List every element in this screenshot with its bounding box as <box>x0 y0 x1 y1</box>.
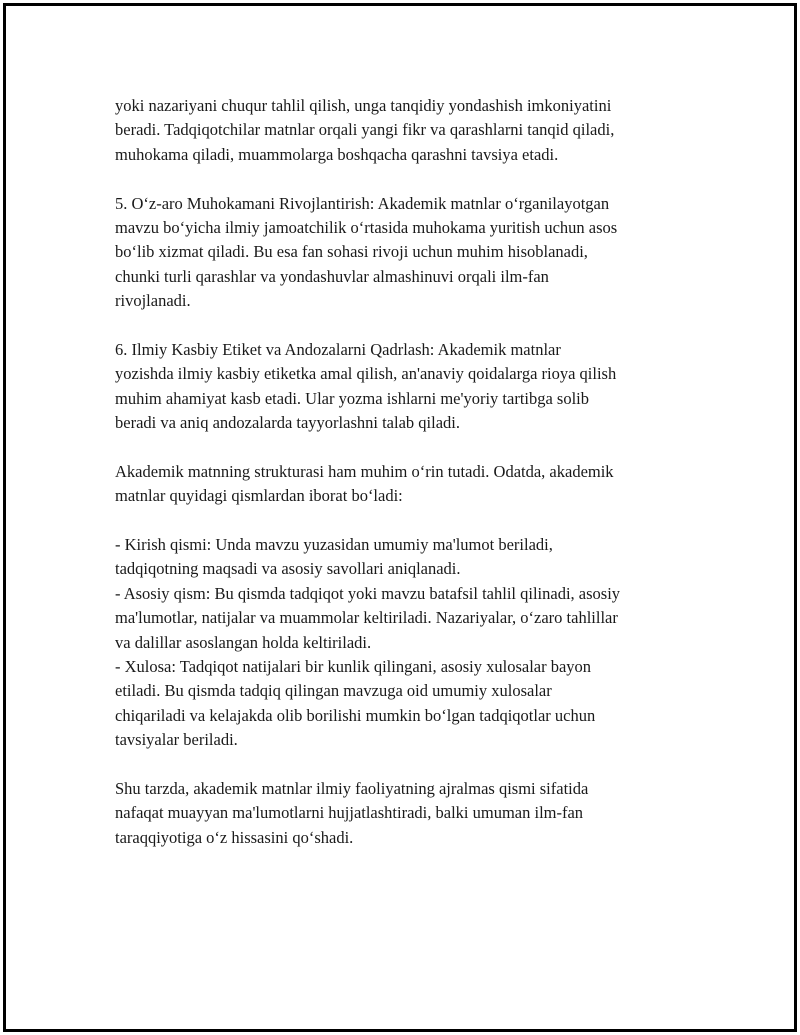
paragraph-intro-continuation <box>115 94 685 167</box>
text-line: beradi va aniq andozalarda tayyorlashni talab qiladi. <box>115 413 460 433</box>
text-line: bo‘lib xizmat qiladi. Bu esa fan sohasi rivoji uchun muhim hisoblanadi, <box>115 242 588 262</box>
list-item-line: etiladi. Bu qismda tadqiq qilingan mavzuga oid umumiy xulosalar <box>115 681 552 701</box>
list-item-line: tadqiqotning maqsadi va asosiy savollari aniqlanadi. <box>115 559 461 579</box>
text-line: muhim ahamiyat kasb etadi. Ular yozma ishlarni me'yoriy tartibga solib <box>115 388 590 408</box>
text-line: matnlar quyidagi qismlardan iborat bo‘ladi: <box>115 486 403 506</box>
text-line: Akademik matnning strukturasi ham muhim o‘rin tutadi. Odatda, akademik <box>115 461 614 481</box>
list-item-line: tavsiyalar beriladi. <box>115 730 238 750</box>
paragraph-item-5 <box>115 192 685 314</box>
text-line: nafaqat muayyan ma'lumotlarni hujjatlashtiradi, balki umuman ilm-fan <box>115 803 584 823</box>
paragraph-structure-intro <box>115 460 685 509</box>
paragraph-structure-list <box>115 533 685 753</box>
text-line: yoki nazariyani chuqur tahlil qilish, unga tanqidiy yondashish imkoniyatini <box>115 96 612 115</box>
document-body <box>115 94 685 850</box>
text-line: mavzu bo‘yicha ilmiy jamoatchilik o‘rtasida muhokama yuritish uchun asos <box>115 217 618 237</box>
list-item-line: - Xulosa: Tadqiqot natijalari bir kunlik qilingani, asosiy xulosalar bayon <box>115 656 592 676</box>
text-line: muhokama qiladi, muammolarga boshqacha qarashni tavsiya etadi. <box>115 144 559 164</box>
list-item-line: chiqariladi va kelajakda olib borilishi mumkin bo‘lgan tadqiqotlar uchun <box>115 705 596 725</box>
text-line: 5. O‘z-aro Muhokamani Rivojlantirish: Akademik matnlar o‘rganilayotgan <box>115 193 610 213</box>
text-line: beradi. Tadqiqotchilar matnlar orqali yangi fikr va qarashlarni tanqid qiladi, <box>115 120 615 140</box>
list-item-line: - Asosiy qism: Bu qismda tadqiqot yoki mavzu batafsil tahlil qilinadi, asosiy <box>115 583 621 603</box>
text-line: 6. Ilmiy Kasbiy Etiket va Andozalarni Qadrlash: Akademik matnlar <box>115 339 561 359</box>
list-item-line: - Kirish qismi: Unda mavzu yuzasidan umumiy ma'lumot beriladi, <box>115 535 553 555</box>
text-line: taraqqiyotiga o‘z hissasini qo‘shadi. <box>115 827 354 847</box>
text-line: yozishda ilmiy kasbiy etiketka amal qilish, an'anaviy qoidalarga rioya qilish <box>115 364 617 384</box>
paragraph-conclusion <box>115 777 685 850</box>
paragraph-item-6 <box>115 338 685 436</box>
list-item-line: ma'lumotlar, natijalar va muammolar keltiriladi. Nazariyalar, o‘zaro tahlillar <box>115 608 618 628</box>
text-line: chunki turli qarashlar va yondashuvlar almashinuvi orqali ilm-fan <box>115 266 549 286</box>
text-line: Shu tarzda, akademik matnlar ilmiy faoliyatning ajralmas qismi sifatida <box>115 778 589 798</box>
text-line: rivojlanadi. <box>115 291 191 311</box>
list-item-line: va dalillar asoslangan holda keltiriladi. <box>115 632 372 652</box>
